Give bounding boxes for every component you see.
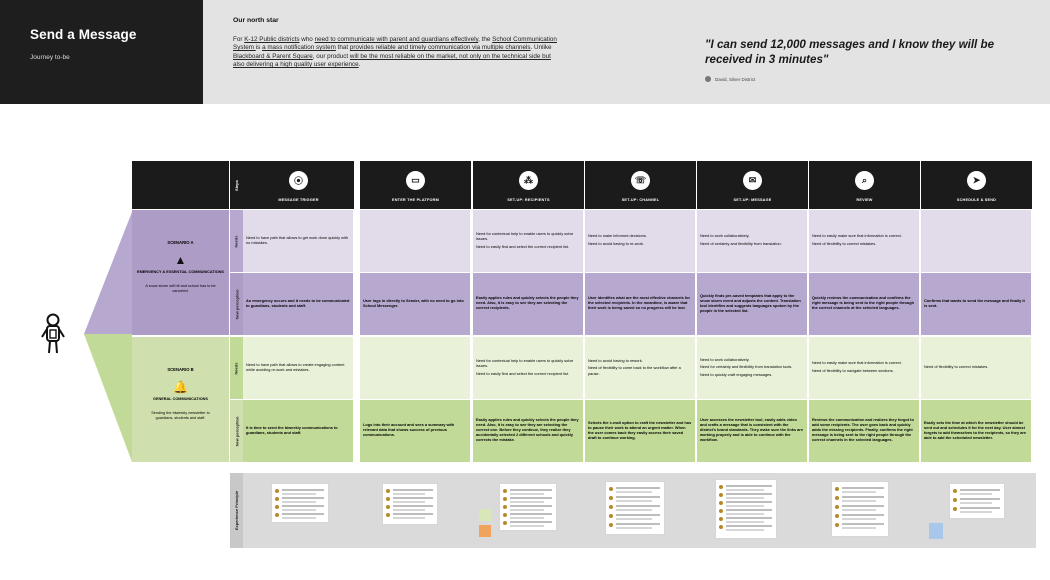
perception-cell xyxy=(243,400,354,462)
text-line xyxy=(393,509,425,511)
magnifier-icon: ⌕ xyxy=(855,171,874,190)
step-header xyxy=(921,161,1032,209)
bullet-dot xyxy=(503,497,507,501)
north-star-segment: School Communication System xyxy=(233,36,557,52)
need-item: Need of certainty and flexibility from translation. xyxy=(700,241,782,246)
sticky-note xyxy=(479,509,491,521)
text-line xyxy=(393,497,433,499)
row-label-text: Needs xyxy=(233,234,239,248)
text-line xyxy=(842,500,876,502)
bullet-dot xyxy=(719,517,723,521)
perception-text: User accesses the newsletter tool, easily adds video and crafts a message that is consistent with the district's brand standards. They make sure the links are working properly and is able to continue with the workflow. xyxy=(700,417,803,443)
step-name: REVIEW xyxy=(856,198,873,202)
text-line xyxy=(393,501,425,503)
text-line xyxy=(616,514,660,516)
north-star-segment: . Unlike xyxy=(530,44,552,52)
scenario-name: SCENARIO B xyxy=(167,367,194,372)
north-star-segment: provides reliable and timely communication via multiple channels xyxy=(349,44,531,52)
principle-wireframe xyxy=(949,483,1005,519)
text-line xyxy=(510,497,552,499)
step-header xyxy=(697,161,808,209)
row-label-needs xyxy=(230,210,243,272)
scenario-name: SCENARIO A xyxy=(167,240,194,245)
connector-a xyxy=(84,212,132,334)
scenario-type: EMERGENCY & ESSENTIAL COMMUNICATIONS xyxy=(137,270,224,274)
bell-icon: 🔔 xyxy=(173,380,188,394)
perception-cell xyxy=(921,400,1032,462)
text-line xyxy=(726,485,772,487)
text-line xyxy=(616,509,652,511)
step-header xyxy=(360,161,471,209)
bullet-dot xyxy=(275,489,279,493)
row-label-new-perception xyxy=(230,400,243,462)
text-line xyxy=(510,489,552,491)
need-item: Need to avoid having to rework. xyxy=(588,357,643,363)
perception-cell xyxy=(585,400,696,462)
bullet-dot xyxy=(275,497,279,501)
bullet-dot xyxy=(953,489,957,493)
needs-cell xyxy=(809,210,920,272)
text-line xyxy=(960,507,1000,509)
principle-wireframe xyxy=(715,479,777,539)
bullet-dot xyxy=(719,493,723,497)
perception-cell xyxy=(585,273,696,335)
text-line xyxy=(282,497,324,499)
step-header xyxy=(809,161,920,209)
text-line xyxy=(510,501,544,503)
perception-text: Quickly finds pre-saved templates that apply to the snow storm event and adjusts the content. Translation tool identifies and suggests languages spoken by the people in the selected list. xyxy=(700,292,801,313)
need-item: Need for certainty and flexibility from translation tools. xyxy=(700,364,793,370)
text-line xyxy=(726,493,772,495)
needs-cell xyxy=(585,337,696,399)
text-line xyxy=(510,509,544,511)
north-star-segment: will be the most reliable on the market, not only on the technical side but also delivering a high quality user experience xyxy=(233,52,551,69)
row-label-experience-principle xyxy=(230,473,243,548)
need-item: Need to make informed decisions. xyxy=(588,233,647,239)
step-name: SET-UP: RECIPIENTS xyxy=(507,198,550,202)
bullet-dot xyxy=(719,501,723,505)
text-line xyxy=(616,518,652,520)
quote-author-name: David, Silver District xyxy=(715,76,756,82)
text-line xyxy=(726,489,764,491)
row-label-new-perception xyxy=(230,273,243,335)
text-line xyxy=(282,513,324,515)
step-name: SET-UP: MESSAGE xyxy=(733,198,772,202)
need-item: Need to easily make sure that information is correct. xyxy=(812,360,902,366)
text-line xyxy=(393,513,433,515)
sticky-note xyxy=(479,525,491,537)
text-line xyxy=(842,514,884,516)
text-line xyxy=(842,487,884,489)
perception-text: It is time to send the biweekly communications to guardians, students and staff. xyxy=(246,424,338,435)
connector-b xyxy=(84,334,132,462)
bullet-dot xyxy=(953,507,957,511)
need-item: Need of flexibility to come back to the workflow after a pause. xyxy=(588,365,681,376)
needs-cell xyxy=(243,337,354,399)
perception-cell xyxy=(360,273,471,335)
need-item: Need to work collaboratively. xyxy=(700,356,750,362)
step-header xyxy=(473,161,584,209)
bullet-dot xyxy=(386,505,390,509)
bullet-dot xyxy=(386,489,390,493)
text-line xyxy=(726,517,772,519)
text-line xyxy=(616,527,652,529)
text-line xyxy=(393,505,433,507)
bullet-dot xyxy=(719,485,723,489)
perception-cell xyxy=(921,273,1032,335)
bullet-dot xyxy=(609,505,613,509)
text-line xyxy=(842,527,876,529)
perception-text: An emergency occurs and it needs to be communicated to guardians, students and staff. xyxy=(246,297,350,308)
location-pin-icon: ⦿ xyxy=(289,171,308,190)
text-line xyxy=(510,521,552,523)
need-item: Need of flexibility to correct mistakes. xyxy=(924,364,989,370)
perception-cell xyxy=(809,273,920,335)
monitor-icon: ▭ xyxy=(406,171,425,190)
perception-text: Easily applies rules and quickly selects the people they need. Also, it is easy to see they are selecting the correct one. Before they continue, they realize they accidentally selected 2 different schools and quickly corrects the mistake. xyxy=(476,417,579,443)
journey-board xyxy=(132,161,1036,548)
north-star-segment: , our product xyxy=(312,52,350,60)
perception-cell xyxy=(243,273,354,335)
need-item: Need to avoid having to re-work. xyxy=(588,241,645,246)
group-icon: ⁂ xyxy=(519,171,538,190)
need-item: Need to easily make sure that information is correct. xyxy=(812,233,902,239)
text-line xyxy=(393,489,433,491)
bullet-dot xyxy=(835,496,839,500)
send-arrow-icon: ➤ xyxy=(967,171,986,190)
text-line xyxy=(842,509,876,511)
perception-cell xyxy=(697,273,808,335)
need-item: Need to have path that allows to get work done quickly with no mistakes. xyxy=(246,234,349,245)
text-line xyxy=(726,513,764,515)
perception-cell xyxy=(697,400,808,462)
perception-text: User logs in directly to Sender, with no need to go into School Messenger. xyxy=(363,297,464,308)
text-line xyxy=(510,517,544,519)
experience-row xyxy=(243,473,1036,548)
row-label-text: New perception xyxy=(234,416,240,446)
text-line xyxy=(960,489,1000,491)
row-label-needs xyxy=(230,337,243,399)
row-label-steps xyxy=(230,161,243,209)
perception-text: Selects the e-mail option to craft the newsletter and has to pause their work to attend an urgent matter. When the user comes back they easily access their saved draft to continue working. xyxy=(588,419,692,440)
needs-cell xyxy=(697,210,808,272)
step-name: MESSAGE TRIGGER xyxy=(278,198,319,202)
phone-channel-icon: ☏ xyxy=(631,171,650,190)
bullet-dot xyxy=(609,496,613,500)
need-item: Need of flexibility to correct mistakes. xyxy=(812,241,877,246)
need-item: Need for contextual help to enable users to quickly solve issues. xyxy=(476,357,574,368)
text-line xyxy=(282,493,316,495)
perception-cell xyxy=(473,400,584,462)
north-star-segment: , the xyxy=(478,36,493,43)
bullet-dot xyxy=(835,505,839,509)
needs-cell xyxy=(360,337,471,399)
scenario-description: Sending the biweekly newsletter to guardians, students and staff. xyxy=(151,411,210,420)
warning-icon: ▲ xyxy=(174,253,187,267)
text-line xyxy=(960,502,992,504)
need-item: Need for contextual help to enable users to quickly solve issues. xyxy=(476,230,574,241)
needs-cell xyxy=(809,337,920,399)
corner-blank xyxy=(132,161,229,209)
bullet-dot xyxy=(609,523,613,527)
text-line xyxy=(960,511,992,513)
north-star-segment: that xyxy=(335,44,350,52)
north-star-segment: a mass notification system xyxy=(262,44,336,52)
need-item: Need to work collaboratively. xyxy=(700,233,750,239)
text-line xyxy=(842,523,884,525)
sticky-note xyxy=(929,523,943,539)
north-star-segment: who xyxy=(299,36,315,43)
text-line xyxy=(726,505,764,507)
north-star-title: Our north star xyxy=(233,17,279,24)
principle-wireframe xyxy=(499,483,557,531)
step-name: ENTER THE PLATFORM xyxy=(392,198,439,202)
north-star-segment: Blackboard & Parent Square xyxy=(233,52,313,60)
needs-cell xyxy=(243,210,354,272)
north-star-segment: . xyxy=(358,61,361,69)
quote: "I can send 12,000 messages and I know they will be received in 3 minutes" xyxy=(705,38,995,66)
text-line xyxy=(616,487,660,489)
page-subtitle: Journey to-be xyxy=(30,54,70,61)
bullet-dot xyxy=(835,487,839,491)
bullet-dot xyxy=(719,525,723,529)
text-line xyxy=(510,493,544,495)
scenario-label xyxy=(132,337,229,462)
text-line xyxy=(616,505,660,507)
scenario-label xyxy=(132,210,229,335)
north-star-segment: is xyxy=(255,44,263,52)
perception-text: Quickly reviews the communication and confirms the right message is being sent to the right people through the correct channels at the selected languages. xyxy=(812,295,915,311)
text-line xyxy=(616,491,652,493)
bullet-dot xyxy=(386,497,390,501)
text-line xyxy=(510,525,544,527)
text-line xyxy=(282,489,324,491)
bullet-dot xyxy=(953,498,957,502)
bullet-dot xyxy=(503,521,507,525)
row-label-text: Needs xyxy=(233,361,239,375)
row-label-text: Steps xyxy=(234,179,239,191)
text-line xyxy=(616,496,660,498)
text-line xyxy=(960,498,1000,500)
needs-cell xyxy=(473,210,584,272)
persona-icon xyxy=(40,313,66,355)
page-title: Send a Message xyxy=(30,27,137,42)
step-header xyxy=(243,161,354,209)
bullet-dot xyxy=(275,505,279,509)
bullet-dot xyxy=(503,513,507,517)
text-line xyxy=(510,505,552,507)
need-item: Need of flexibility to navigate between sections. xyxy=(812,368,894,373)
needs-cell xyxy=(473,337,584,399)
need-item: Need to have path that allows to create engaging content while avoiding re-work and mistakes. xyxy=(246,361,345,372)
needs-cell xyxy=(921,337,1032,399)
text-line xyxy=(726,521,764,523)
text-line xyxy=(510,513,552,515)
text-line xyxy=(393,517,425,519)
needs-cell xyxy=(921,210,1032,272)
text-line xyxy=(282,501,316,503)
perception-text: Reviews the communication and realizes they forgot to add some recipients. The user goes back and quickly adds the missing recipients. Finally, confirms the right message is being sent to the right people through the correct channels in the selected languages. xyxy=(812,417,914,443)
bullet-dot xyxy=(835,514,839,518)
text-line xyxy=(393,493,425,495)
text-line xyxy=(282,517,316,519)
text-line xyxy=(726,509,772,511)
scenario-description: A snow storm will hit and school has to be canceled. xyxy=(145,284,216,293)
bullet-dot xyxy=(503,489,507,493)
needs-cell xyxy=(697,337,808,399)
perception-cell xyxy=(809,400,920,462)
text-line xyxy=(842,505,884,507)
step-header xyxy=(585,161,696,209)
text-line xyxy=(282,505,324,507)
north-star-segment: need to communicate with parent and guardians effectively xyxy=(314,36,479,43)
bullet-dot xyxy=(503,505,507,509)
bullet-dot xyxy=(835,523,839,527)
bullet-dot xyxy=(386,513,390,517)
need-item: Need to quickly craft engaging messages. xyxy=(700,371,773,377)
bullet-dot xyxy=(719,509,723,513)
text-line xyxy=(842,496,884,498)
text-line xyxy=(726,497,764,499)
text-line xyxy=(960,493,992,495)
principle-wireframe xyxy=(382,483,438,525)
principle-wireframe xyxy=(605,481,665,535)
row-label-text: Experience Principle xyxy=(234,490,240,531)
perception-text: User identifies what are the most effective channels for the selected recipients. In the meantime, is aware that their work is being saved so no progress will be lost. xyxy=(588,295,691,311)
north-star-segment: K-12 Public districts xyxy=(244,36,300,43)
needs-cell xyxy=(360,210,471,272)
text-line xyxy=(282,509,316,511)
perception-cell xyxy=(473,273,584,335)
perception-cell xyxy=(360,400,471,462)
perception-text: Logs into their account and sees a summary with relevant data that shows success of previous communications. xyxy=(363,422,455,438)
principle-wireframe xyxy=(271,483,329,523)
text-line xyxy=(842,518,876,520)
principle-wireframe xyxy=(831,481,889,537)
text-line xyxy=(726,501,772,503)
perception-text: Easily applies rules and quickly selects the people they need. Also, it is easy to see they are selecting the correct recipients. xyxy=(476,295,579,311)
perception-text: Easily sets the time at which the newsletter should be sent out and schedules it for the next day. User almost forgets to add themselves to the recipients, so they are able to add the scheduled newsletter. xyxy=(924,419,1027,440)
row-label-text: New perception xyxy=(234,289,240,319)
bullet-dot xyxy=(609,514,613,518)
step-name: SET-UP: CHANNEL xyxy=(621,198,660,202)
step-name: SCHEDULE & SEND xyxy=(956,198,997,202)
scenario-type: GENERAL COMMUNICATIONS xyxy=(153,397,208,401)
bullet-dot xyxy=(275,513,279,517)
bullet-dot xyxy=(609,487,613,491)
text-line xyxy=(616,500,652,502)
text-line xyxy=(616,523,660,525)
need-item: Need to easily find and select the correct recipient list. xyxy=(476,243,569,249)
needs-cell xyxy=(585,210,696,272)
perception-text: Confirms that wants to send the message and finally it is sent. xyxy=(924,297,1025,308)
text-line xyxy=(726,525,772,527)
need-item: Need to easily find and select the correct recipient list. xyxy=(476,370,569,376)
text-line xyxy=(842,491,876,493)
text-line xyxy=(726,529,764,531)
envelope-icon: ✉ xyxy=(743,171,762,190)
north-star-segment: For xyxy=(233,36,245,43)
